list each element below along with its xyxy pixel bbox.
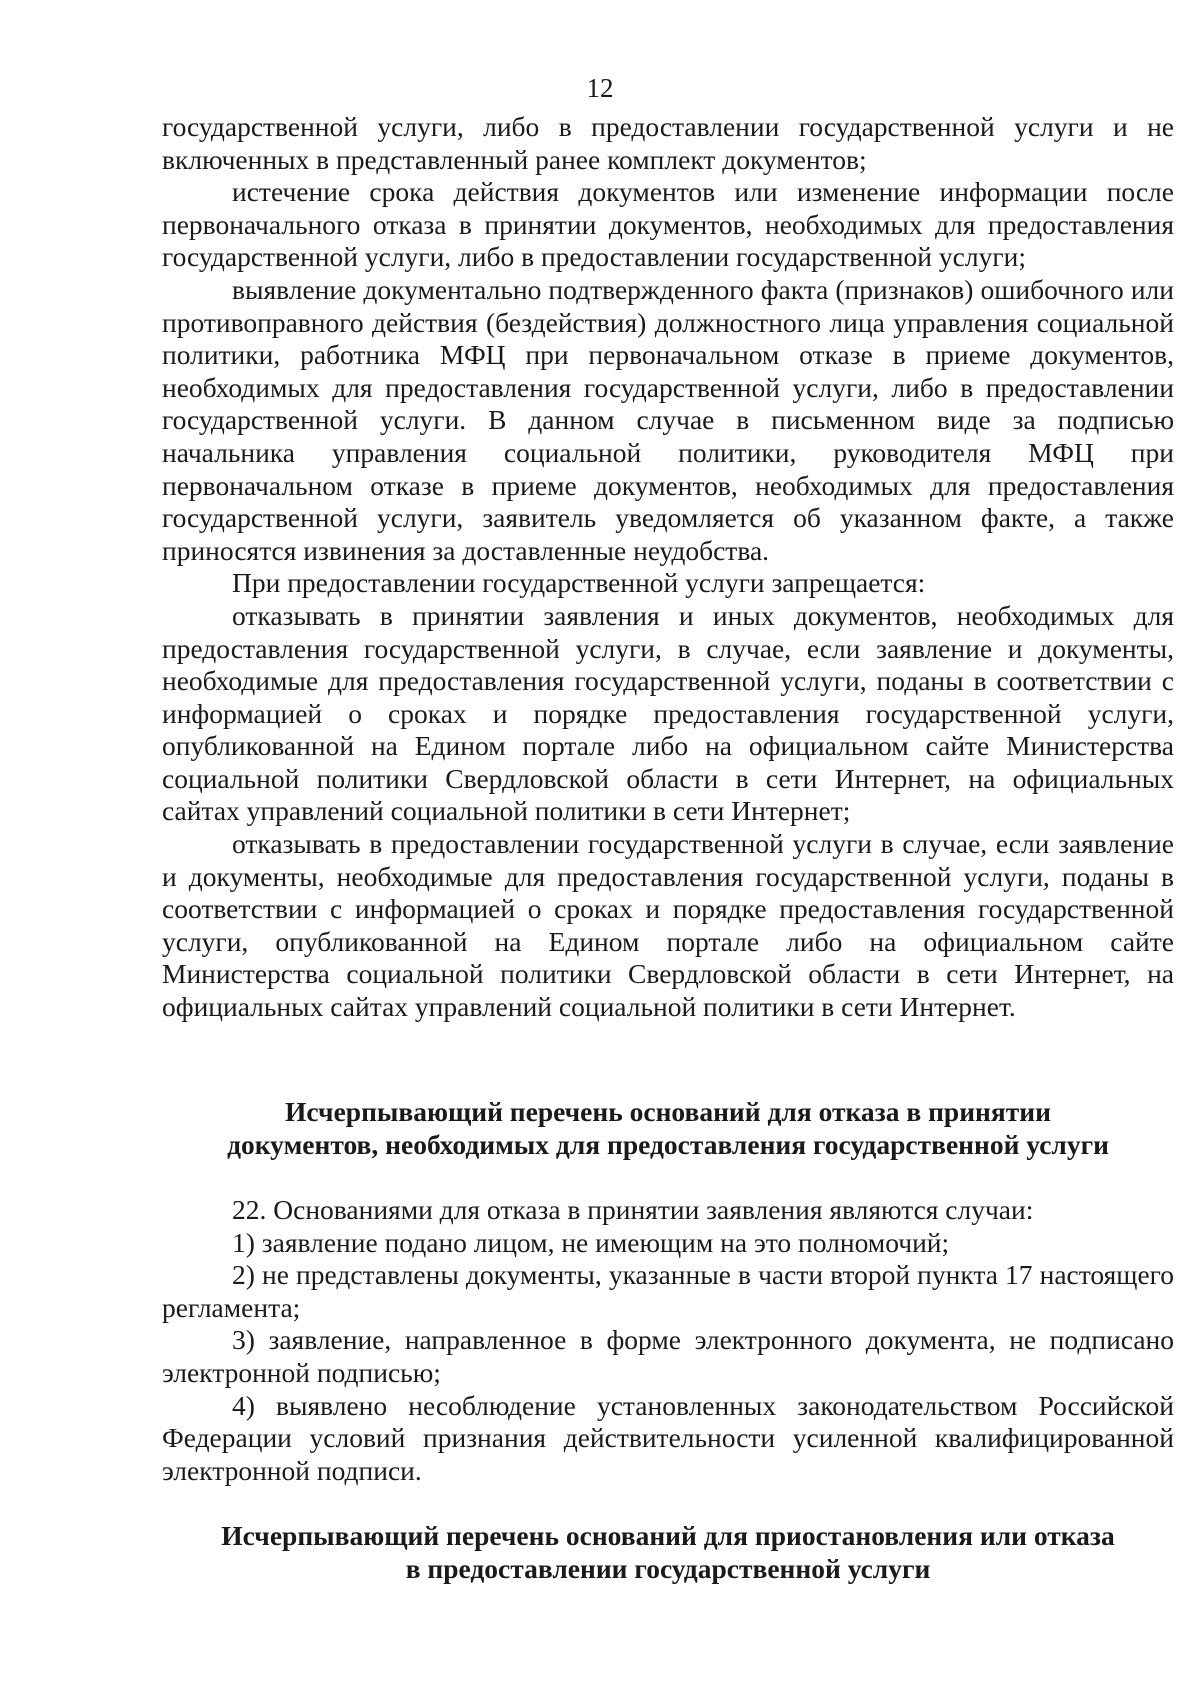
list-item: 2) не представлены документы, указанные в части второй пункта 17 настоящего регламента; [162, 1259, 1174, 1323]
grounds-list [162, 1194, 1174, 1487]
list-item: 4) выявлено несоблюдение установленных законодательством Российской Федерации условий признания действительности усиленной квалифицированной электронной подписи. [162, 1389, 1174, 1486]
section-heading-line: в предоставлении государственной услуги [405, 1552, 931, 1584]
section-heading [162, 1520, 1174, 1585]
paragraph: отказывать в предоставлении государственной услуги в случае, если заявление и документы, необходимые для предоставления государственной услуги, поданы в соответствии с информацией о сроках и порядке предоставления государственной услуги, опубликованной на Едином портале либо на официальном сайте Министерства социальной политики Свердловской области в сети Интернет, на официальных сайтах управлений социальной политики в сети Интернет. [162, 828, 1174, 1023]
section-heading [162, 1096, 1174, 1161]
body-text [162, 111, 1174, 1024]
list-item: 1) заявление подано лицом, не имеющим на это полномочий; [232, 1226, 950, 1258]
section-heading-line: документов, необходимых для предоставления государственной услуги [227, 1128, 1109, 1160]
list-item: 22. Основаниями для отказа в принятии заявления являются случаи: [232, 1194, 1034, 1225]
paragraph: выявление документально подтвержденного факта (признаков) ошибочного или противоправного действия (бездействия) должностного лица управления социальной политики, работника МФЦ при первоначальном отказе в приеме документов, необходимых для предоставления государственной услуги, либо в предоставлении государственной услуги. В данном случае в письменном виде за подписью начальника управления социальной политики, руководителя МФЦ при первоначальном отказе в приеме документов, необходимых для предоставления государственной услуги, заявитель уведомляется об указанном факте, а также приносятся извинения за доставленные неудобства. [162, 273, 1174, 566]
paragraph: истечение срока действия документов или изменение информации после первоначального отказа в принятии документов, необходимых для предоставления государственной услуги, либо в предоставлении государственной услуги; [162, 176, 1174, 273]
paragraph: отказывать в принятии заявления и иных документов, необходимых для предоставления государственной услуги, в случае, если заявление и документы, необходимые для предоставления государственной услуги, поданы в соответствии с информацией о сроках и порядке предоставления государственной услуги, опубликованной на Едином портале либо на официальном сайте Министерства социальной политики Свердловской области в сети Интернет, на официальных сайтах управлений социальной политики в сети Интернет; [162, 599, 1174, 827]
section-heading-line: Исчерпывающий перечень оснований для отказа в принятии [285, 1096, 1051, 1127]
page-number: 12 [586, 73, 614, 103]
paragraph: При предоставлении государственной услуги запрещается: [232, 567, 926, 599]
paragraph: государственной услуги, либо в предоставлении государственной услуги и не включенных в представленный ранее комплект документов; [162, 111, 1174, 175]
list-item: 3) заявление, направленное в форме электронного документа, не подписано электронной подписью; [162, 1324, 1174, 1388]
section-heading-line: Исчерпывающий перечень оснований для приостановления или отказа [221, 1520, 1115, 1551]
